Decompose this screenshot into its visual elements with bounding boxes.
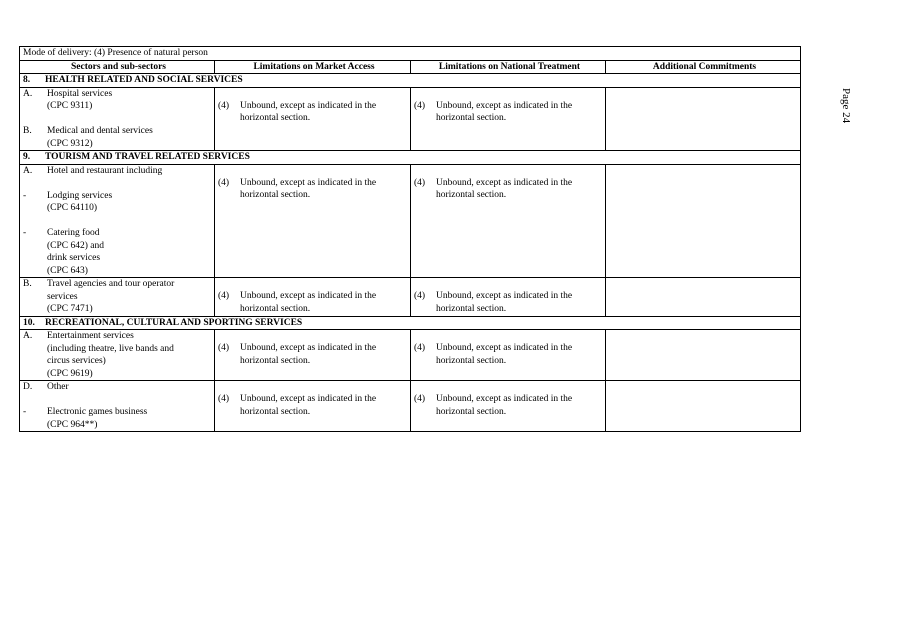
market-access-cell (215, 381, 411, 432)
sub-sector-letter: B. (23, 279, 32, 289)
limitation-text: Unbound, except as indicated in the horizontal section. (240, 343, 377, 366)
table-row (20, 330, 801, 381)
section-heading (20, 74, 801, 88)
national-treatment-cell (411, 278, 606, 317)
sector-cell (20, 330, 215, 381)
section-heading (20, 151, 801, 165)
sub-sector-name: Medical and dental services (47, 126, 153, 136)
section-title: RECREATIONAL, CULTURAL AND SPORTING SERVICES (45, 317, 303, 328)
sub-sector-name: Travel agencies and tour operator (47, 279, 175, 289)
limitation-text: Unbound, except as indicated in the horizontal section. (436, 100, 573, 123)
sub-sector-name: Other (47, 382, 69, 392)
bullet-dash: - (23, 228, 27, 238)
section-heading (20, 316, 801, 330)
table-row (20, 87, 801, 151)
limitation-text: Unbound, except as indicated in the horizontal section. (240, 177, 377, 200)
additional-commitments-cell (606, 87, 801, 151)
market-access-cell (215, 87, 411, 151)
cpc-code: (CPC 9311) (47, 101, 93, 111)
page-number: Page 24 (840, 88, 852, 124)
additional-commitments-cell (606, 164, 801, 278)
limitation-number: (4) (218, 394, 230, 404)
market-access-cell (215, 278, 411, 317)
sector-cell (20, 164, 215, 278)
sector-cell (20, 87, 215, 151)
market-access-cell (215, 330, 411, 381)
limitation-number: (4) (218, 177, 230, 188)
additional-commitments-cell (606, 381, 801, 432)
national-treatment-cell (411, 330, 606, 381)
limitation-number: (4) (414, 177, 426, 188)
bullet-dash: - (23, 190, 27, 201)
section-number: 9. (23, 152, 31, 162)
sub-sector-letter: A. (23, 165, 33, 176)
national-treatment-cell (411, 164, 606, 278)
limitation-number: (4) (414, 394, 426, 404)
section-number: 8. (23, 75, 31, 85)
additional-commitments-cell (606, 330, 801, 381)
sub-sector-letter: A. (23, 331, 33, 341)
sub-sector-name: Hotel and restaurant including (47, 165, 163, 176)
limitation-text: Unbound, except as indicated in the horizontal section. (240, 291, 377, 314)
header-row (20, 60, 801, 74)
sub-sector-name: Lodging services (47, 190, 113, 201)
limitation-text: Unbound, except as indicated in the horizontal section. (436, 394, 573, 417)
sector-cell (20, 381, 215, 432)
sub-sector-name: drink services (47, 253, 101, 263)
national-treatment-cell (411, 381, 606, 432)
section-number: 10. (23, 317, 35, 328)
cpc-code: (CPC 64110) (47, 203, 98, 213)
cpc-code: (CPC 9312) (47, 138, 93, 149)
header-market-access: Limitations on Market Access (215, 60, 411, 74)
cpc-code: (CPC 964**) (47, 419, 98, 430)
mode-row (20, 47, 801, 61)
section-title: TOURISM AND TRAVEL RELATED SERVICES (45, 152, 250, 162)
sub-sector-name: services (47, 291, 78, 302)
sub-sector-name: Catering food (47, 228, 100, 238)
mode-of-delivery: Mode of delivery: (4) Presence of natural person (20, 47, 801, 61)
sub-sector-letter: B. (23, 126, 32, 136)
sub-sector-letter: A. (23, 88, 33, 99)
limitation-text: Unbound, except as indicated in the horizontal section. (240, 394, 377, 417)
header-additional-commitments: Additional Commitments (606, 60, 801, 74)
limitation-number: (4) (218, 291, 230, 301)
limitation-text: Unbound, except as indicated in the horizontal section. (240, 100, 377, 123)
cpc-code: (CPC 643) (47, 265, 88, 276)
sub-sector-letter: D. (23, 382, 33, 392)
table-row (20, 278, 801, 317)
sub-sector-name: circus services) (47, 356, 106, 366)
additional-commitments-cell (606, 278, 801, 317)
sub-sector-name: Electronic games business (47, 407, 148, 417)
sector-cell (20, 278, 215, 317)
limitation-number: (4) (414, 100, 426, 111)
bullet-dash: - (23, 407, 27, 417)
cpc-code: (CPC 7471) (47, 304, 93, 314)
limitation-number: (4) (218, 343, 230, 353)
sub-sector-name: Hospital services (47, 88, 113, 99)
limitation-number: (4) (414, 291, 426, 301)
market-access-cell (215, 164, 411, 278)
header-sectors: Sectors and sub-sectors (20, 60, 215, 74)
header-national-treatment: Limitations on National Treatment (411, 60, 606, 74)
section-title: HEALTH RELATED AND SOCIAL SERVICES (45, 75, 243, 85)
sub-sector-name: (including theatre, live bands and (47, 343, 174, 354)
limitation-text: Unbound, except as indicated in the horizontal section. (436, 291, 573, 314)
sub-sector-name: Entertainment services (47, 331, 134, 341)
table-row (20, 381, 801, 432)
limitation-number: (4) (218, 100, 230, 111)
cpc-code: (CPC 642) and (47, 240, 104, 251)
table-row (20, 164, 801, 278)
cpc-code: (CPC 9619) (47, 368, 93, 379)
limitation-text: Unbound, except as indicated in the horizontal section. (436, 343, 573, 366)
limitation-number: (4) (414, 343, 426, 353)
schedule-table (19, 46, 801, 432)
limitation-text: Unbound, except as indicated in the horizontal section. (436, 177, 573, 200)
national-treatment-cell (411, 87, 606, 151)
